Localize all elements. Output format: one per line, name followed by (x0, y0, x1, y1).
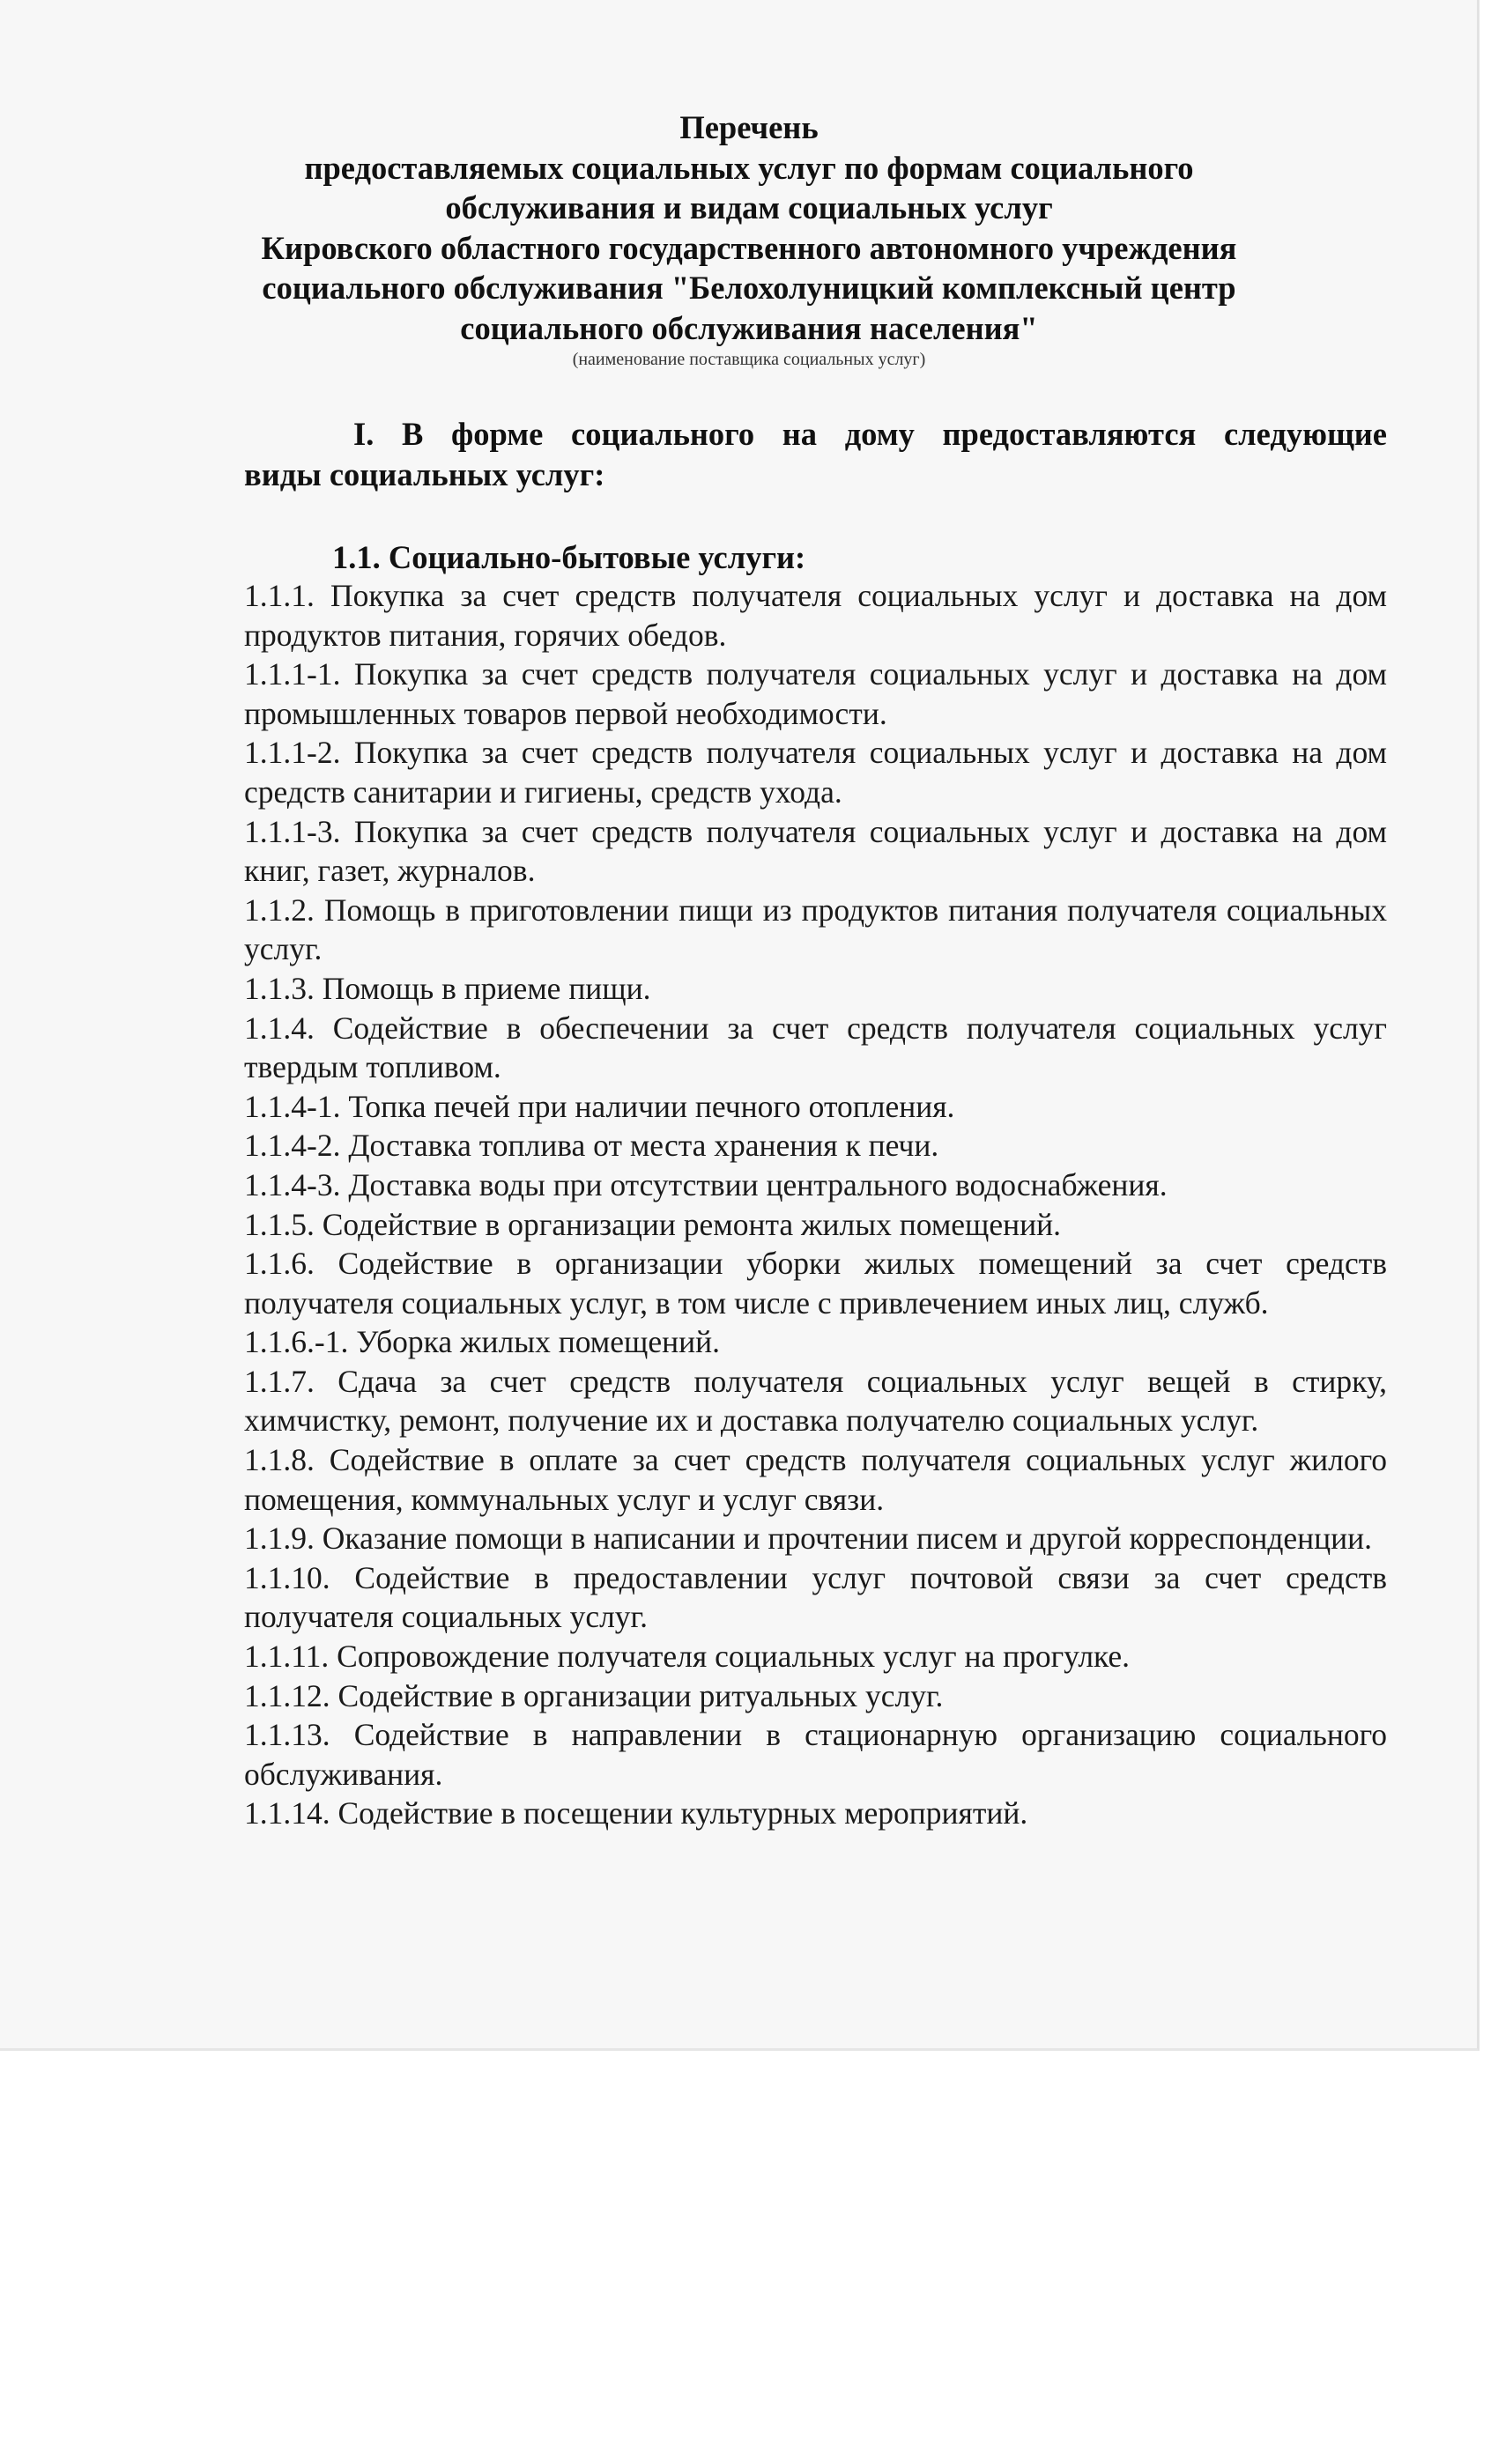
list-item: 1.1.4-3. Доставка воды при отсутствии центрального водоснабжения. (244, 1166, 1168, 1202)
service-list (244, 576, 1387, 1833)
header-line: социального обслуживания "Белохолуницкий комплексный центр (262, 270, 1236, 306)
list-item: 1.1.7. Сдача за счет средств получателя социальных услуг вещей в стирку, химчистку, ремонт, получение их и доставка получателю социальных услуг. (244, 1363, 1387, 1439)
list-item: 1.1.1-2. Покупка за счет средств получателя социальных услуг и доставка на дом средств санитарии и гигиены, средств ухода. (244, 735, 1387, 810)
subsection-title: 1.1. Социально-бытовые услуги: (332, 539, 806, 575)
list-item: 1.1.6.-1. Уборка жилых помещений. (244, 1324, 720, 1360)
list-item: 1.1.4-1. Топка печей при наличии печного отопления. (244, 1088, 955, 1124)
list-item: 1.1.8. Содействие в оплате за счет средств получателя социальных услуг жилого помещения, коммунальных услуг и услуг связи. (244, 1442, 1387, 1517)
list-item: 1.1.4. Содействие в обеспечении за счет средств получателя социальных услуг твердым топливом. (244, 1010, 1387, 1085)
list-item: 1.1.1. Покупка за счет средств получателя социальных услуг и доставка на дом продуктов питания, горячих обедов. (244, 578, 1387, 653)
list-item: 1.1.14. Содействие в посещении культурных мероприятий. (244, 1795, 1028, 1831)
list-item: 1.1.2. Помощь в приготовлении пищи из продуктов питания получателя социальных услуг. (244, 892, 1387, 967)
section-title-line: I. В форме социального на дому предоставляются следующие (353, 416, 1387, 452)
section-title-line: виды социальных услуг: (244, 456, 605, 492)
list-item: 1.1.3. Помощь в приеме пищи. (244, 970, 651, 1006)
section-title (244, 414, 1387, 495)
list-item: 1.1.6. Содействие в организации уборки жилых помещений за счет средств получателя социальных услуг, в том числе с привлечением иных лиц, служб. (244, 1246, 1387, 1321)
list-item: 1.1.1-1. Покупка за счет средств получателя социальных услуг и доставка на дом промышленных товаров первой необходимости. (244, 656, 1387, 731)
list-item: 1.1.11. Сопровождение получателя социальных услуг на прогулке. (244, 1639, 1131, 1675)
header-line: социального обслуживания населения" (460, 309, 1038, 346)
list-item: 1.1.1-3. Покупка за счет средств получателя социальных услуг и доставка на дом книг, газет, журналов. (244, 813, 1387, 889)
list-item: 1.1.12. Содействие в организации ритуальных услуг. (244, 1677, 944, 1713)
list-item: 1.1.13. Содействие в направлении в стационарную организацию социального обслуживания. (244, 1717, 1387, 1792)
document-header (220, 107, 1278, 371)
header-line: Кировского областного государственного автономного учреждения (261, 229, 1237, 266)
list-item: 1.1.10. Содействие в предоставлении услуг почтовой связи за счет средств получателя социальных услуг. (244, 1559, 1387, 1635)
provider-caption: (наименование поставщика социальных услуг) (572, 350, 926, 369)
header-line: обслуживания и видам социальных услуг (445, 189, 1053, 226)
header-line: Перечень (679, 109, 819, 145)
header-line: предоставляемых социальных услуг по формам социального (304, 149, 1194, 186)
list-item: 1.1.9. Оказание помощи в написании и прочтении писем и другой корреспонденции. (244, 1521, 1373, 1557)
list-item: 1.1.5. Содействие в организации ремонта жилых помещений. (244, 1206, 1062, 1242)
list-item: 1.1.4-2. Доставка топлива от места хранения к печи. (244, 1128, 939, 1164)
